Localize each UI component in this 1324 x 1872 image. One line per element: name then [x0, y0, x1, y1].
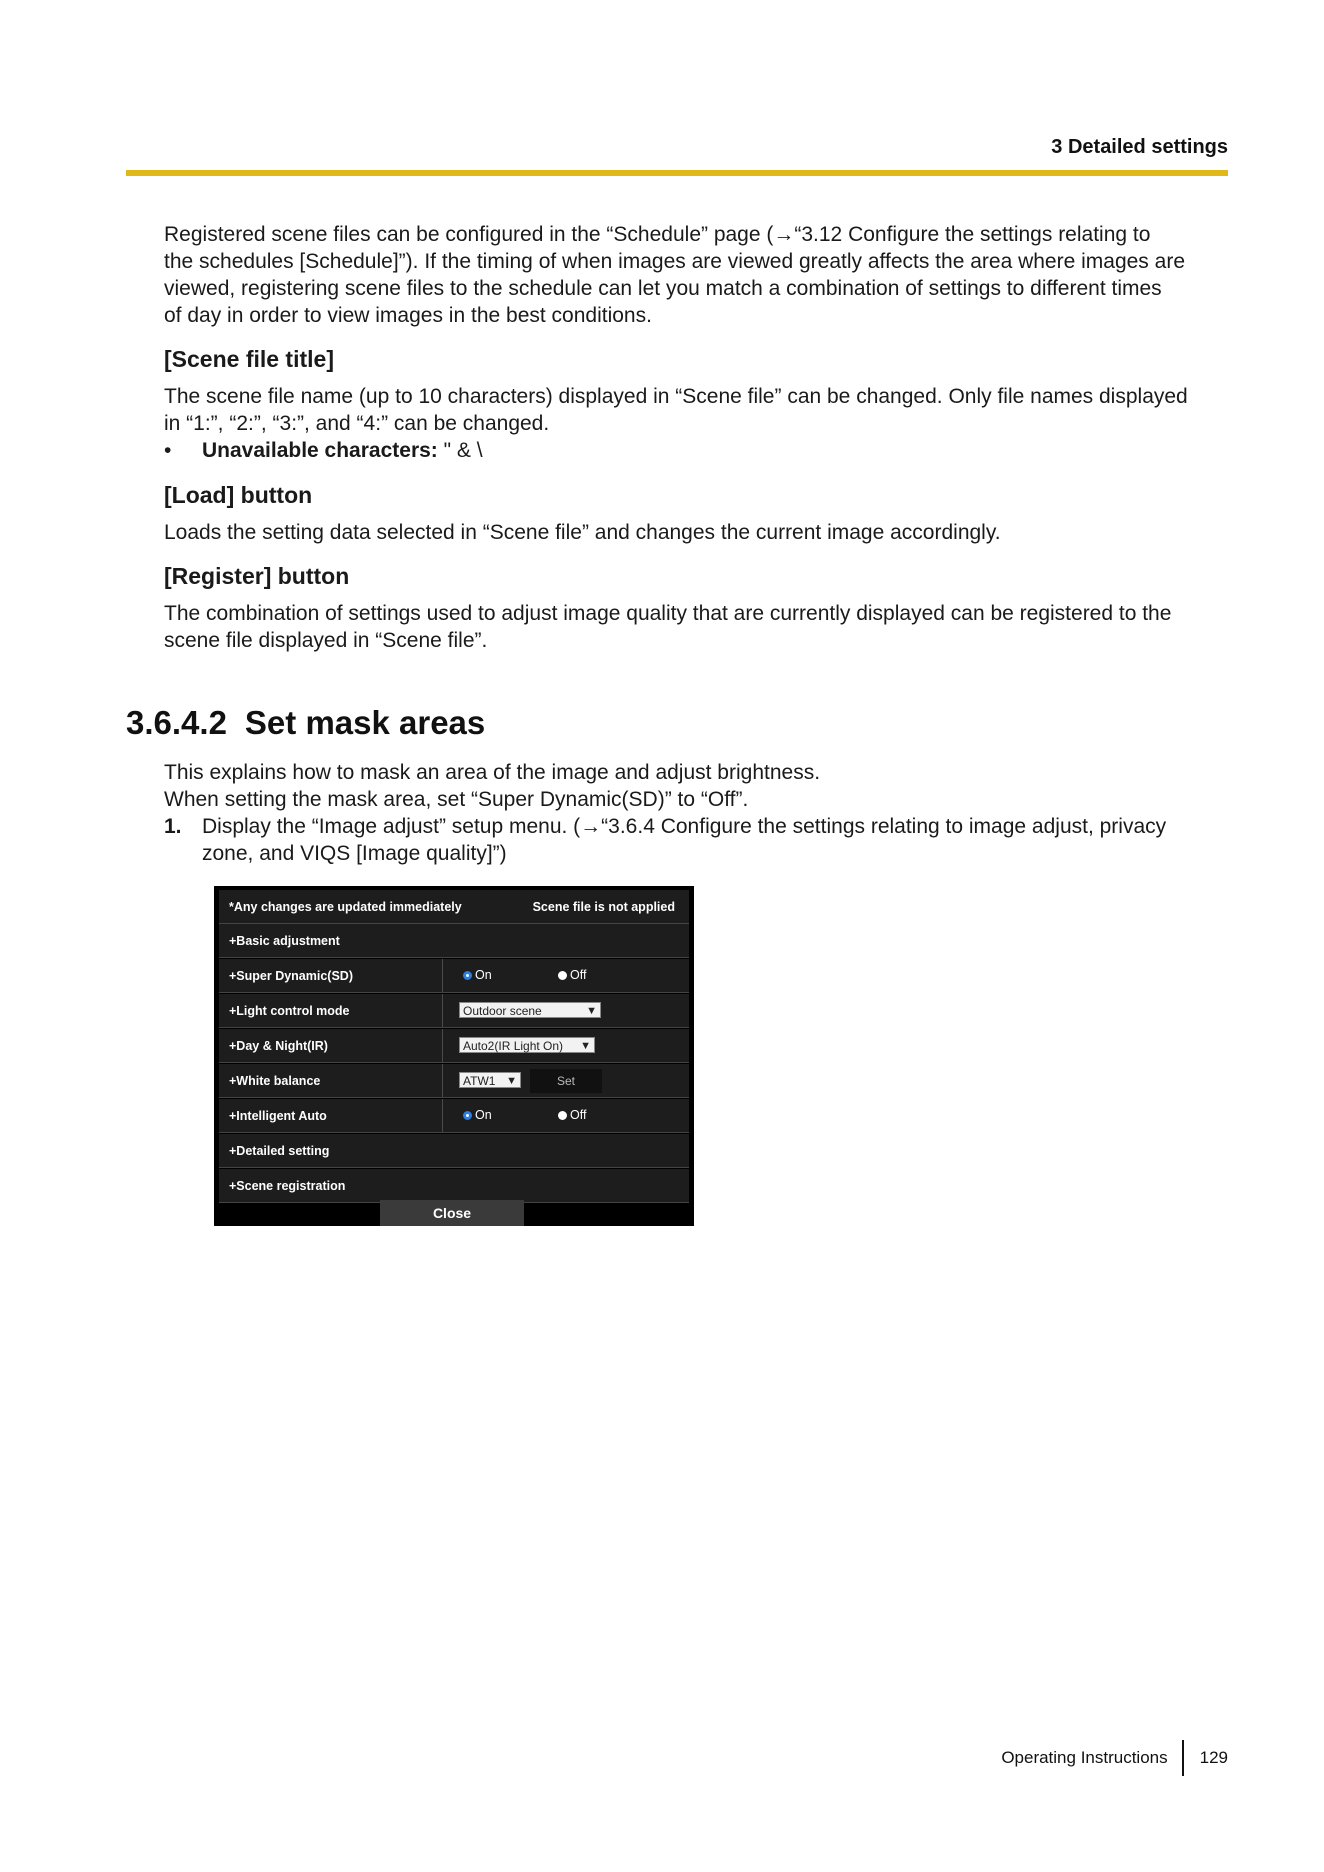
day-night-value: Auto2(IR Light On): [463, 1039, 564, 1053]
white-balance-label: +White balance: [229, 1074, 321, 1088]
page-footer: [1001, 1740, 1228, 1776]
section-body: [164, 759, 1230, 867]
header-title: 3 Detailed settings: [1051, 136, 1228, 158]
super-dynamic-off-radio[interactable]: [558, 968, 586, 982]
panel-topbar: [219, 890, 689, 924]
radio-unselected-icon: [558, 1111, 567, 1120]
load-button-heading: [Load] button: [164, 482, 313, 508]
footer-separator: [1182, 1740, 1184, 1776]
intro-line: of day in order to view images in the best conditions.: [164, 304, 652, 327]
step-number: 1.: [164, 815, 182, 838]
section-line: This explains how to mask an area of the image and adjust brightness.: [164, 761, 821, 784]
step-line: Display the “Image adjust” setup menu. (→“3.6.4 Configure the settings relating to image adjust, privacy: [202, 815, 1167, 838]
section-heading: [126, 704, 485, 742]
intro-paragraph: [164, 221, 1230, 329]
radio-on-label: On: [475, 968, 492, 982]
column-divider: [442, 1099, 443, 1132]
load-button-text: Loads the setting data selected in “Scene file” and changes the current image accordingly.: [164, 521, 1001, 544]
light-control-label: +Light control mode: [229, 1004, 350, 1018]
register-button-line: scene file displayed in “Scene file”.: [164, 629, 488, 652]
bullet-label: Unavailable characters:: [202, 439, 438, 462]
scene-file-title-heading: [Scene file title]: [164, 346, 334, 372]
page-number: 129: [1199, 1748, 1228, 1767]
radio-on-label: On: [475, 1108, 492, 1122]
footer-label: Operating Instructions: [1001, 1748, 1168, 1767]
light-control-value: Outdoor scene: [463, 1004, 542, 1018]
section-line: When setting the mask area, set “Super Dynamic(SD)” to “Off”.: [164, 788, 749, 811]
day-night-select[interactable]: [459, 1037, 595, 1053]
chevron-down-icon: ▼: [506, 1075, 517, 1087]
step-line: zone, and VIQS [Image quality]”): [202, 842, 507, 865]
intro-line: viewed, registering scene files to the schedule can let you match a combination of settings to different times: [164, 277, 1162, 300]
load-button-section: [164, 482, 1230, 546]
day-night-row: [219, 1029, 689, 1063]
super-dynamic-on-radio[interactable]: [463, 968, 492, 982]
section-number: 3.6.4.2: [126, 704, 227, 741]
scene-file-title-line: in “1:”, “2:”, “3:”, and “4:” can be changed.: [164, 412, 550, 435]
scene-file-title-line: The scene file name (up to 10 characters) displayed in “Scene file” can be changed. Only file names displayed: [164, 385, 1188, 408]
scene-file-title-section: [164, 346, 1230, 464]
column-divider: [442, 959, 443, 992]
light-control-row: [219, 994, 689, 1028]
white-balance-select[interactable]: [459, 1072, 521, 1088]
radio-off-label: Off: [570, 968, 587, 982]
intelligent-auto-label: +Intelligent Auto: [229, 1109, 327, 1123]
intelligent-auto-off-radio[interactable]: [558, 1108, 586, 1122]
header-rule: [126, 170, 1228, 176]
register-button-section: [164, 563, 1230, 654]
white-balance-value: ATW1: [463, 1074, 496, 1088]
panel-notice: *Any changes are updated immediately: [229, 900, 462, 914]
intelligent-auto-row: [219, 1099, 689, 1133]
super-dynamic-label: +Super Dynamic(SD): [229, 969, 353, 983]
radio-unselected-icon: [558, 971, 567, 980]
scene-status: Scene file is not applied: [532, 900, 675, 914]
day-night-label: +Day & Night(IR): [229, 1039, 328, 1053]
detailed-setting-row[interactable]: [219, 1134, 689, 1168]
radio-off-label: Off: [570, 1108, 587, 1122]
intelligent-auto-on-radio[interactable]: [463, 1108, 492, 1122]
section-title: Set mask areas: [244, 704, 486, 741]
white-balance-row: [219, 1064, 689, 1098]
basic-adjustment-label: +Basic adjustment: [229, 934, 340, 948]
bullet-value: " & \: [437, 439, 483, 462]
register-button-heading: [Register] button: [164, 563, 350, 589]
basic-adjustment-row[interactable]: [219, 924, 689, 958]
step-1: [164, 813, 1230, 867]
image-adjust-panel: [214, 886, 694, 1226]
light-control-select[interactable]: [459, 1002, 601, 1018]
close-button[interactable]: Close: [380, 1200, 524, 1226]
column-divider: [442, 1029, 443, 1062]
scene-registration-label: +Scene registration: [229, 1179, 346, 1193]
super-dynamic-row: [219, 959, 689, 993]
column-divider: [442, 994, 443, 1027]
unavailable-characters-bullet: [164, 437, 1230, 464]
column-divider: [442, 1064, 443, 1097]
detailed-setting-label: +Detailed setting: [229, 1144, 330, 1158]
radio-selected-icon: [463, 971, 472, 980]
intro-line: Registered scene files can be configured in the “Schedule” page (→“3.12 Configure the settings relating to: [164, 223, 1151, 246]
radio-selected-icon: [463, 1111, 472, 1120]
scene-registration-row[interactable]: [219, 1169, 689, 1203]
white-balance-set-button[interactable]: Set: [530, 1069, 602, 1093]
chevron-down-icon: ▼: [586, 1005, 597, 1017]
chevron-down-icon: ▼: [580, 1040, 591, 1052]
register-button-line: The combination of settings used to adjust image quality that are currently displayed can be registered to the: [164, 602, 1172, 625]
bullet-mark: •: [164, 439, 172, 462]
intro-line: the schedules [Schedule]”). If the timing of when images are viewed greatly affects the area where images are: [164, 250, 1185, 273]
